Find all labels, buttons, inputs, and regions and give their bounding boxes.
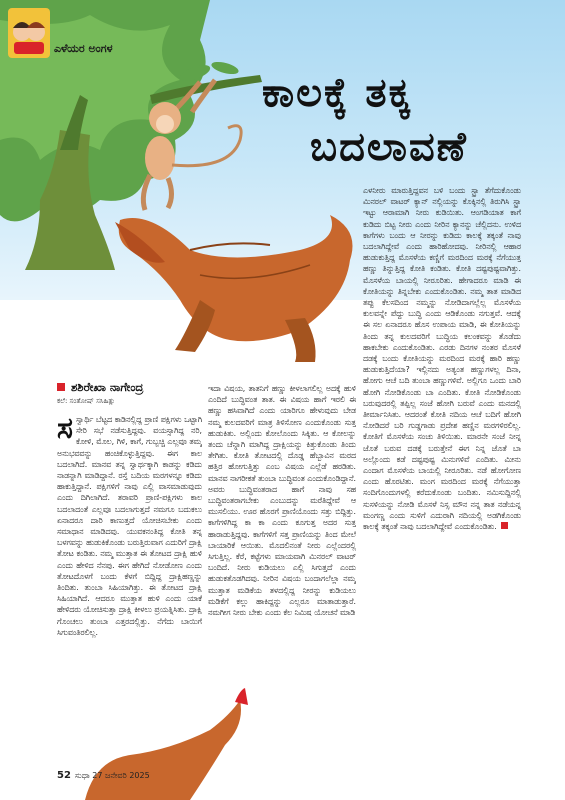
illustration-credit: ಕಲೆ: ಸಂತೋಷ್ ಸಸಿಹಿತ್ಲು <box>57 397 116 405</box>
column-1-text: ಸ್ವಾರ್ಥಿ ಬೆಟ್ಟದ ಕಾಡಿನಲ್ಲಿದ್ದ ಪ್ರಾಣಿ ಪಕ್ಷಿಗಳು ಒಟ್ಟಾಗಿ ಸೇರಿ ಸಭೆ ನಡೆಸುತ್ತಿದ್ದವು. ವಯಸ್ಸಾಗಿದ್ದ ನರಿ, ಕೋಳಿ, ಮೊಲ, ಗಿಳಿ, ಕಾಗೆ, ಗುಬ್ಬಚ್ಚಿ ಎಲ್ಲವೂ ತಮ್ಮ ಅನುಭವವನ್ನು ಹಂಚಿಕೊಳ್ಳುತ್ತಿದ್ದವು. ಈಗ ಕಾಲ ಬದಲಾಗಿದೆ. ಮಾನವ ತನ್ನ ಸ್ವಾರ್ಥಕ್ಕಾಗಿ ಕಾಡನ್ನು ಕಡಿದು ನಾಡನ್ನಾಗಿ ಮಾಡಿದ್ದಾನೆ. ರಸ್ತೆ ಬದಿಯ ಮರಗಳನ್ನೂ ಕಡಿದು ಹಾಕುತ್ತಿದ್ದಾನೆ. ಪಕ್ಷಿಗಳಿಗೆ ನಾವು ಎಲ್ಲಿ ವಾಸಮಾಡುವುದು ಎಂದು ದಿಗಿಲಾಗಿದೆ. ತರಾವರಿ ಪ್ರಾಣಿ-ಪಕ್ಷಿಗಳು ಕಾಲ ಬದಲಾದಂತೆ ಎಲ್ಲವೂ ಬದಲಾಗುತ್ತದೆ ನಮಗೂ ಬದುಕಲು ಏನಾದರೂ ದಾರಿ ಕಾಣುತ್ತದೆ ಯೋಚಿಸಬೇಕು ಎಂದು ಸಮಾಧಾನ ಮಾಡಿದವು. ಯುವಕನಂತಿದ್ದ ಕೋತಿ ತನ್ನ ಬಳಗವನ್ನು ಹುಡುಕಿಕೊಂಡು ಬರುತ್ತಿರುವಾಗ ಎದುರಿಗೆ ದ್ರಾಕ್ಷಿ ತೋಟ ಕಂಡಿತು. ನಮ್ಮ ಮುತ್ತಾತ ಈ ತೋಟದ ದ್ರಾಕ್ಷಿ ಹುಳಿ ಎಂದು ಹೇಳಿದ ನೆನಪು. ಈಗ ಹೇಗಿದೆ ನೋಡೋಣ ಎಂದು ತೋಟದೊಳಗೆ ಬಂದು ಕೆಳಗೆ ಬಿದ್ದಿದ್ದ ದ್ರಾಕ್ಷಿಹಣ್ಣನ್ನು ತಿಂದಿತು. ತುಂಬಾ ಸಿಹಿಯಾಗಿತ್ತು. ಈ ತೋಟದ ದ್ರಾಕ್ಷಿ ಸಿಹಿಯಾಗಿದೆ. ಆದರೂ ಮುತ್ತಾತ ಹುಳಿ ಎಂದು ಯಾಕೆ ಹೇಳಿದರು ಯೋಚಿಸುತ್ತಾ ದ್ರಾಕ್ಷಿ ಕೀಳಲು ಪ್ರಯತ್ನಿಸಿತು. ದ್ರಾಕ್ಷಿ ಗೊಂಚಲು ತುಂಬಾ ಎತ್ತರದಲ್ಲಿತ್ತು. ನೆಗೆದು ಬಾಯಿಗೆ ಸಿಗುವಂತಿರಲಿಲ್ಲ. <box>57 415 202 637</box>
section-label: ಎಳೆಯರ ಅಂಗಳ <box>54 42 113 55</box>
body-column-2 <box>208 383 356 773</box>
kids-logo-icon <box>8 8 50 58</box>
title-line-2: ಬದಲಾವಣೆ <box>310 124 468 170</box>
body-column-3 <box>363 185 521 755</box>
title-line-1: ಕಾಲಕ್ಕೆ ತಕ್ಕ <box>262 70 413 116</box>
author-name: ಶಶಿರೇಖಾ ನಾಗೇಂದ್ರ <box>71 380 144 394</box>
page-number: 52 <box>57 770 71 781</box>
magazine-issue: ಸುಧಾ 27 ಜನೇವರಿ 2025 <box>74 771 150 780</box>
body-column-1 <box>57 414 202 739</box>
column-3-text: ಎಳನೀರು ಮಾರುತ್ತಿದ್ದವನ ಬಳಿ ಬಂದು ಸ್ಟ್ರಾ ತೆಗೆದುಕೊಂಡು ಮಿನರಲ್ ವಾಟರ್ ಕ್ಯಾನ್ ನಲ್ಲಿಯನ್ನು ಕೊಕ್ಕಿನಲ್ಲಿ ತಿರುಗಿಸಿ ಸ್ಟ್ರಾ ಇಟ್ಟು ಆರಾಮಾಗಿ ನೀರು ಕುಡಿಯಿತು. ಆಂಗಡಿಯಾತ ಕಾಗೆ ಕುಡಿದು ಬಿಟ್ಟ ನೀರು ಎಂದು ನೀರಿನ ಕ್ಯಾನನ್ನು ಚೆಲ್ಲಿದನು. ಉಳಿದ ಕಾಗೆಗಳು ಬಂದು ಆ ನೀರನ್ನು ಕುಡಿದು ಕಾಲಕ್ಕೆ ತಕ್ಕಂತೆ ನಾವು ಬದಲಾಗಿದ್ದೇವೆ ಎಂದು ಹಾರಿಹೋದವು. ನೀರಿನಲ್ಲಿ ಆಹಾರ ಹುಡುಕುತ್ತಿದ್ದ ಮೊಸಳೆಯ ಕಣ್ಣಿಗೆ ಮರದಿಂದ ಮರಕ್ಕೆ ನೆಗೆಯುತ್ತ ಹಣ್ಣು ತಿನ್ನುತ್ತಿದ್ದ ಕೋತಿ ಕಂಡಿತು. ಕೋತಿ ದಷ್ಟಪುಷ್ಟವಾಗಿತ್ತು. ಮೊಸಳೆಯ ಬಾಯಲ್ಲಿ ನೀರೂರಿತು. ಹೇಗಾದರೂ ಮಾಡಿ ಈ ಕೋತಿಯನ್ನು ತಿನ್ನಬೇಕು ಎಂದುಕೊಂಡಿತು. ನಮ್ಮ ತಾತ ಮಾಡಿದ ತಪ್ಪು ಕೆಲಸದಿಂದ ನಮ್ಮನ್ನು ನೋಡಿದಾಗಲ್ಲೆಲ್ಲ ಮೊಸಳೆಯ ಕುಲವನ್ನೇ ಪೆದ್ದು ಬುದ್ಧಿ ಎಂದು ಆಡಿಕೊಂಡು ನಗುತ್ತವೆ. ಆದಕ್ಕೆ ಈ ಸಲ ಏನಾದರೂ ಹೊಸ ಉಪಾಯ ಮಾಡಿ, ಈ ಕೋತಿಯನ್ನು ತಿಂದು ತನ್ನ ಕುಲದವರಿಗೆ ಬುದ್ಧಿಯ ಕಲಂಕವನ್ನು ತೊಡೆದು ಹಾಕಬೇಕು ಎಂದುಕೊಂಡಿತು. ಎರಡು ದಿನಗಳ ನಂತರ ಮೊಸಳೆ ದಡಕ್ಕೆ ಬಂದು ಕೋತಿಯನ್ನು ಮರದಿಂದ ಮರಕ್ಕೆ ಹಾರಿ ಹಣ್ಣು ಹುಡುಕುತ್ತಿದೆಯಾ? ಇಲ್ಲಿನದು ಅತ್ಯಂತ ಹಣ್ಣುಗಳಲ್ಲ ದಿನಾ, ಹೋಗು ಆಚೆ ಬದಿ ತುಂಬಾ ಹಣ್ಣುಗಳಿವೆ. ಅಲ್ಲಿಗೂ ಒಂದು ಬಾರಿ ಹೋಗಿ ನೋಡಿಕೊಂಡು ಬಾ ಎಂದಿತು. ಕೋತಿ ನೋಡಿಕೊಂಡು ಬರುವುದರಲ್ಲಿ ತಪ್ಪಿಲ್ಲ ಸಂಜೆ ಹೋಗಿ ಬರುವೆ ಎಂದು ಮನದಲ್ಲಿ ತೀರ್ಮಾನಿಸಿತು. ಆದರಂತೆ ಕೋತಿ ನದಿಯ ಆಚೆ ಬದಿಗೆ ಹೋಗಿ ನೋಡಿದರೆ ಬರಿ ಗುಡ್ಡಗಾಡು ಪ್ರದೇಶ ಹಣ್ಣಿನ ಮರಗಳಿರಲಿಲ್ಲ. ಕೋತಿಗೆ ಮೊಸಳೆಯ ಸಂಚು ತಿಳಿಯಿತು. ಮಾರನೇ ಸಂಜೆ ನೀನ್ನ ಜೊತೆ ಬರುವ ದಡಕ್ಕೆ ಬರುತ್ತೇನೆ ಈಗ ನಿನ್ನ ಜೊತೆ ಬಾ ಅಲ್ಲೊಂದು ಕಡೆ ದಷ್ಟಪುಷ್ಟ ಮಿನುಗಳಿವೆ ಎಂದಿತು. ಮೀನು ಎಂದಾಗ ಮೊಸಳೆಯ ಬಾಯಲ್ಲಿ ನೀರೂರಿತು. ನಡೆ ಹೋಗೋಣ ಎಂದು ಹೊರಟಿತು. ಮಂಗ ಮರದಿಂದ ಮರಕ್ಕೆ ನೆಗೆಯುತ್ತಾ ಸಂದಿಗೊಂದುಗಳಲ್ಲಿ ಕರೆದುಕೊಂಡು ಬಂದಿತು. ನಮಿಸುದ್ದಿನಲ್ಲಿ ಸುಸಳಿಯನ್ನು ನೋಡಿ ಮೊಸಳೆ ನಿಸ್ಸ ಮೌನ ನನ್ನ ತಾತ ನಡೆಯನ್ನ ಮಂಗಣ್ಣ ಎಂದು ಸುಳಿಗೆ ಎದುರಾಗಿ ನದಿಯಲ್ಲಿ ಅಡಗಿಕೊಂಡು ಕಾಲಕ್ಕೆ ತಕ್ಕಂತೆ ನಾವು ಬದಲಾಗಿದ್ದೇವೆ ಎಂದುಕೊಂಡಿತು. <box>363 186 521 532</box>
article-title <box>262 66 562 174</box>
page-footer <box>57 770 150 781</box>
crocodile-illustration <box>115 215 353 362</box>
column-2-text: ಇದಾ ವಿಷಯ, ತಾತನಿಗೆ ಹಣ್ಣು ಕೀಳಲಾಗಲಿಲ್ಲ ಅದಕ್ಕೆ ಹುಳಿ ಎಂದಿದೆ ಬುದ್ಧಿವಂತ ತಾತ. ಈ ವಿಷಯ ಹಾಗೆ ಇರಲಿ ಈ ಹಣ್ಣು ಹಸಿವಾಗಿದೆ ಎಂದು ಯಾರಿಗೂ ಹೇಳುವುದು ಬೇಡ ನಮ್ಮ ಕುಲದವರಿಗೆ ಮಾತ್ರ ತಿಳಿಸೋಣ ಎಂದುಕೊಂಡು ಸುತ್ತ ಹುಡುಕಿತು. ಅಲ್ಲಿಂದು ಕೋಲೊಂದು ಸಿಕ್ಕಿತು. ಆ ಕೋಲನ್ನು ತಂದು ಚೆನ್ನಾಗಿ ಮಾಗಿದ್ದ ದ್ರಾಕ್ಷಿಯನ್ನು ಕಿತ್ತುಕೊಂಡು ತಿಂದು ತೇಗಿತು. ಕೋತಿ ತೋಟದಲ್ಲಿ ದೊಡ್ಡ ಹೆಬ್ಬಾವಿನ ಮರದ ಹತ್ತಿರ ಹೋಗುತ್ತಿತ್ತು ಎಂಬ ವಿಷಯ ಎಲ್ಲೆಡೆ ಹರಡಿತು. ಮಾನವ ನಾಗರೀಕತೆ ತುಂಬಾ ಬುದ್ಧಿವಂತ ಎಂದುಕೊಂಡಿದ್ದಾನೆ. ಅವರು ಬುದ್ಧಿವಂತರಾದ ಹಾಗೆ ನಾವು ಸಹ ಬುದ್ಧಿವಂತರಾಗಬೇಕು ಎಂಬುದನ್ನು ಮರೆತಿದ್ದೇವೆ ಆ ಮುಸಲಿಯು. ಊರ ಹೊರಗೆ ಪ್ರಾಣಿಯೊಂದು ಸತ್ತು ಬಿದ್ದಿತ್ತು. ಕಾಗೆಗಳಿಗಿದ್ದ ಕಾ ಕಾ ಎಂದು ಕೂಗುತ್ತ ಅದರ ಸುತ್ತ ಹಾರಾಡುತ್ತಿದ್ದವು. ಕಾಗೆಗಳಿಗೆ ಸತ್ತ ಪ್ರಾಣಿಯನ್ನು ತಿಂದ ಮೇಲೆ ಬಾಯಾರಿಕೆ ಆಯಿತು. ಮೊದಲಿನಂತೆ ನೀರು ಎಲ್ಲೆಂದರಲ್ಲಿ ಸಿಗುತ್ತಿಲ್ಲ. ಕೆರೆ, ಕಟ್ಟೆಗಳು ಮಾಯವಾಗಿ ಮಿನರಲ್ ವಾಟರ್ ಬಂದಿದೆ. ನೀರು ಕುಡಿಯಲು ಎಲ್ಲಿ ಸಿಗುತ್ತದೆ ಎಂದು ಹುಡುಕತೊಡಗಿದವು. ನೀರಿನ ವಿಷಯ ಬಂದಾಗಲೆಲ್ಲಾ ನಮ್ಮ ಮುತ್ತಾತ ಮಡಿಕೆಯ ತಳದಲ್ಲಿದ್ದ ನೀರನ್ನು ಕುಡಿಯಲು ಮಡಿಕೆಗೆ ಕಲ್ಲು ಹಾಕಿದ್ದನ್ನು ಎಲ್ಲರೂ ಮಾತಾಡುತ್ತಾರೆ. ನಮಗೀಗ ನೀರು ಬೇಕು ಎಂದು ಕೆಲ ನಿಮಿಷ ಯೋಚನೆ ಮಾಡಿ <box>208 384 356 618</box>
author-byline <box>57 380 143 395</box>
byline-marker-icon <box>57 383 65 391</box>
end-mark-icon <box>501 522 508 529</box>
drop-cap: ಸ <box>57 414 73 446</box>
